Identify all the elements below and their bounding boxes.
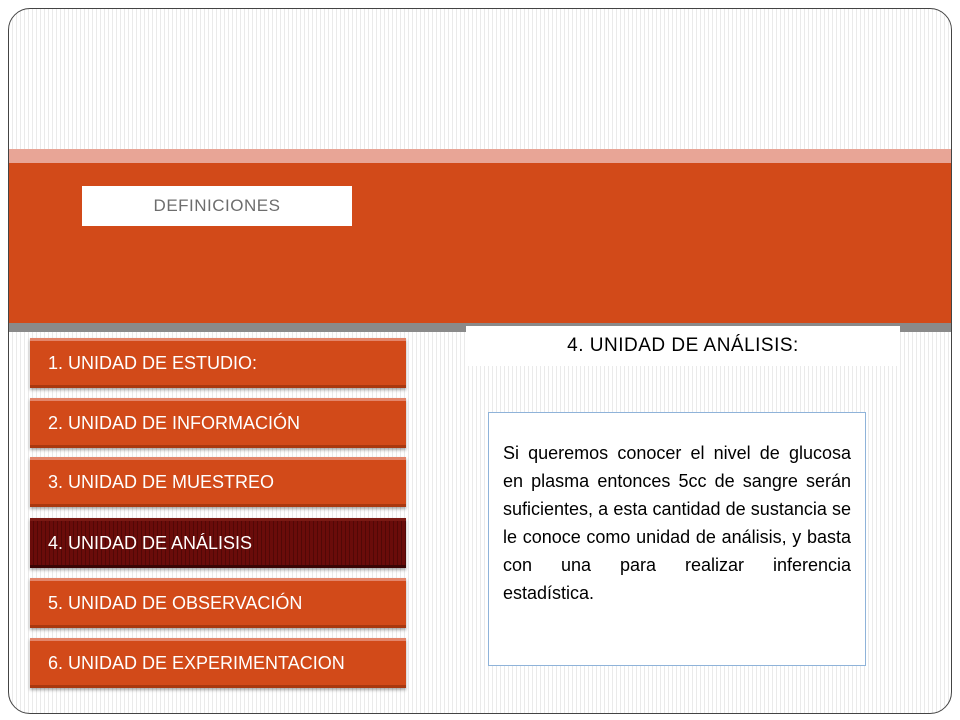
menu-item-unidad-experimentacion[interactable]: 6. UNIDAD DE EXPERIMENTACION [30, 638, 406, 688]
definition-text: Si queremos conocer el nivel de glucosa en plasma entonces 5cc de sangre serán suficientes, a esta cantidad de sustancia se le conoce como unidad de análisis, y basta con una para realizar inferencia estadística. [503, 443, 851, 603]
header-band-accent [9, 149, 951, 163]
menu-item-unidad-informacion[interactable]: 2. UNIDAD DE INFORMACIÓN [30, 398, 406, 448]
section-title: 4. UNIDAD DE ANÁLISIS: [466, 326, 900, 366]
menu-item-unidad-estudio[interactable]: 1. UNIDAD DE ESTUDIO: [30, 338, 406, 388]
definition-box [488, 412, 866, 666]
menu-item-unidad-muestreo[interactable]: 3. UNIDAD DE MUESTREO [30, 457, 406, 507]
menu-item-unidad-analisis[interactable]: 4. UNIDAD DE ANÁLISIS [30, 518, 406, 568]
definitions-label: DEFINICIONES [82, 186, 352, 226]
menu-item-unidad-observacion[interactable]: 5. UNIDAD DE OBSERVACIÓN [30, 578, 406, 628]
